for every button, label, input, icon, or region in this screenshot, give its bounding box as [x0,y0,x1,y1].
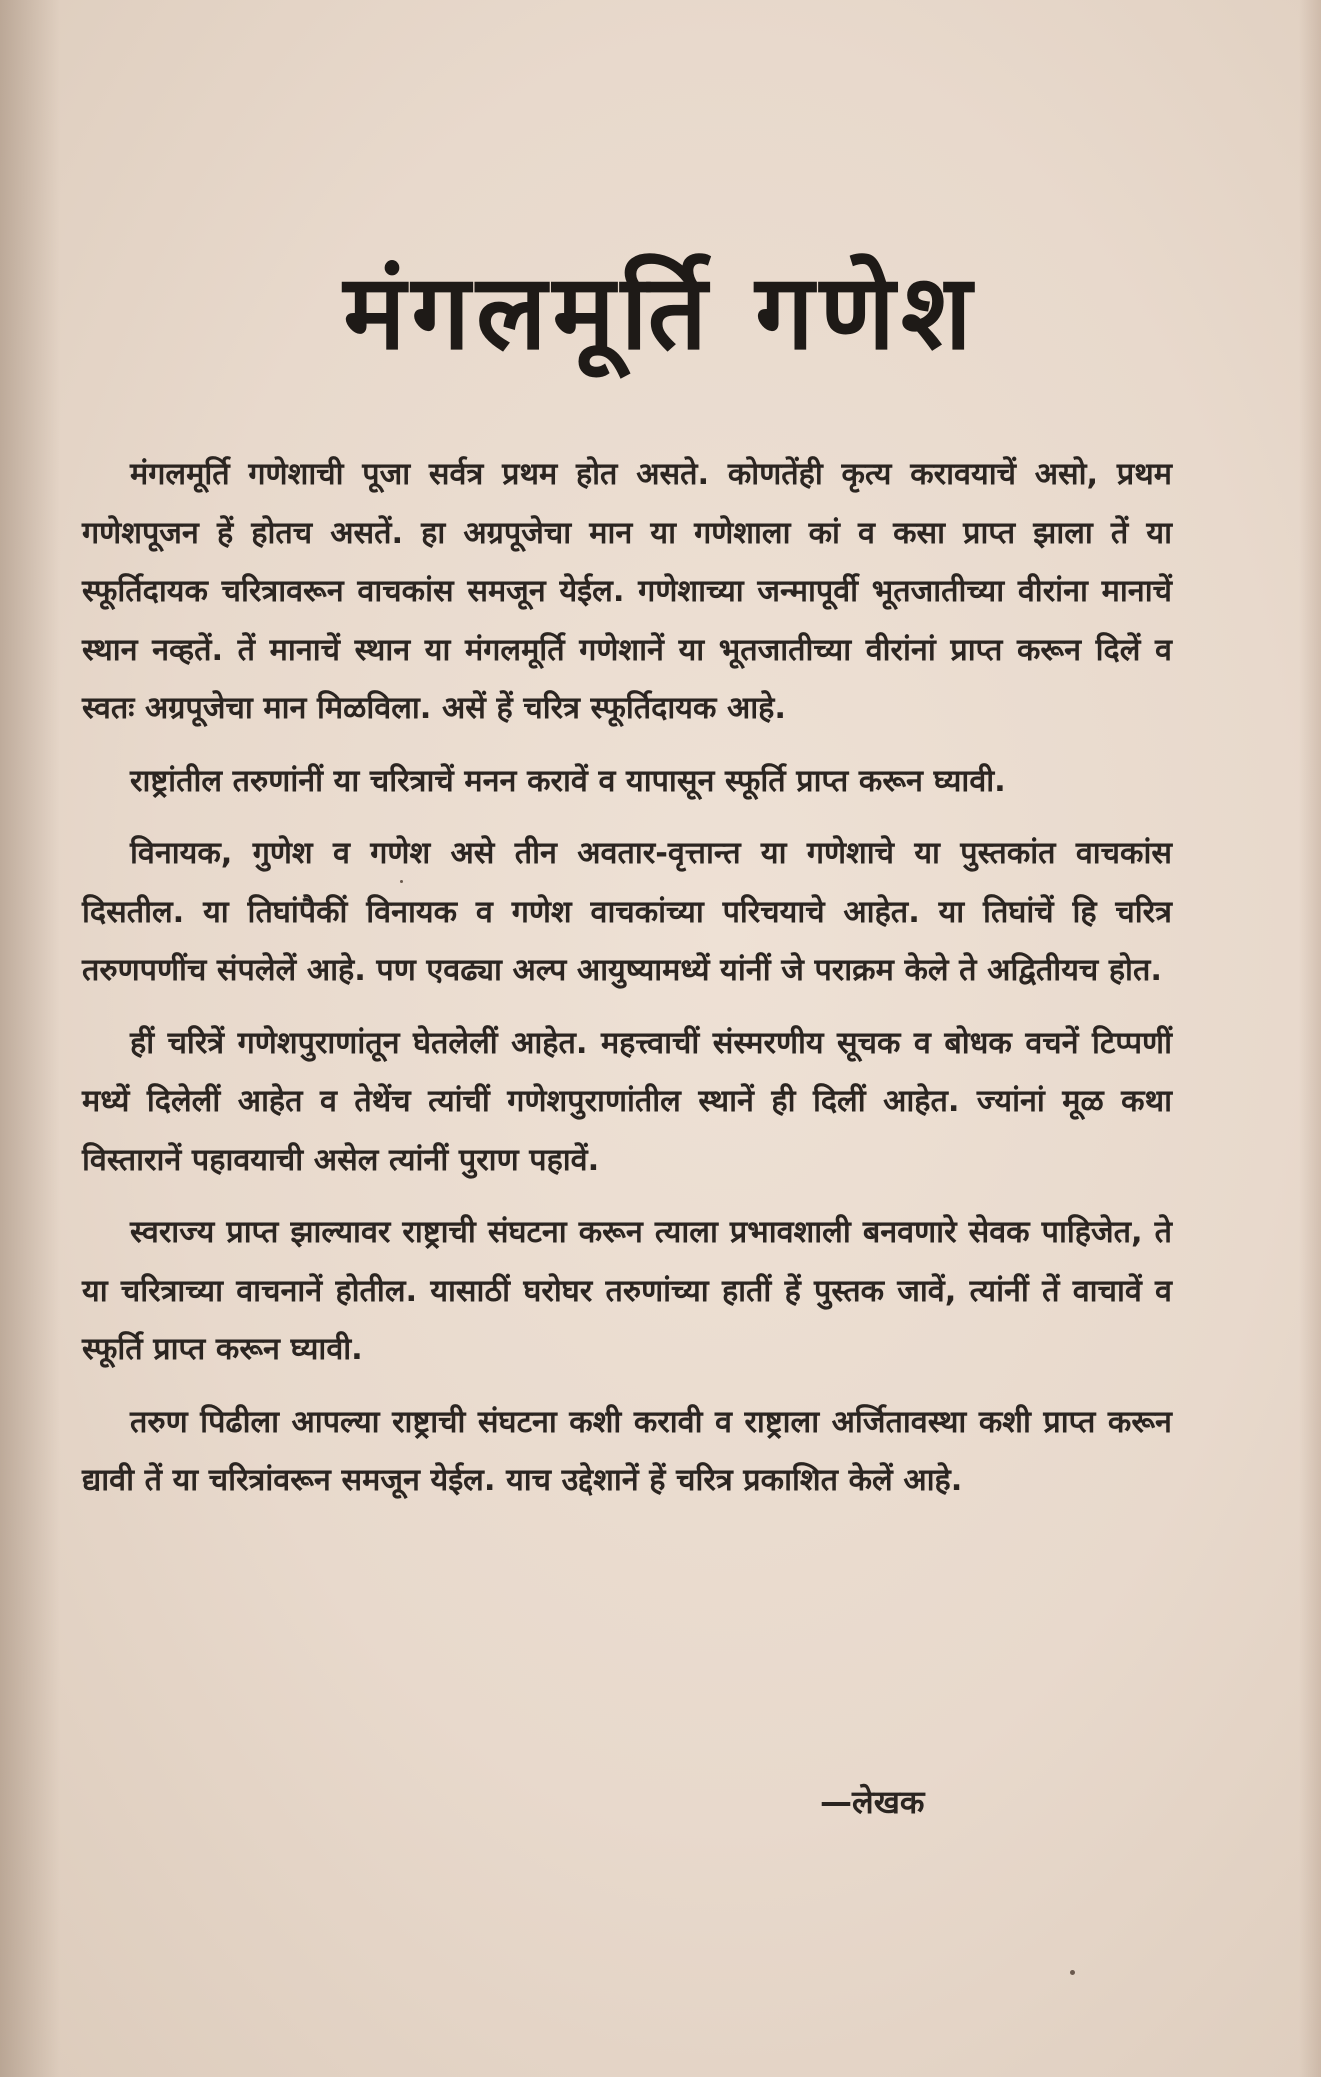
paper-speck [400,880,403,883]
paragraph-1: मंगलमूर्ति गणेशाची पूजा सर्वत्र प्रथम होत असते. कोणतेंही कृत्य करावयाचें असो, प्रथम गणेशपूजन हें होतच असतें. हा अग्रपूजेचा मान या गणेशाला कां व कसा प्राप्त झाला तें या स्फूर्तिदायक चरित्रावरून वाचकांस समजून येईल. गणेशाच्या जन्मापूर्वी भूतजातीच्या वीरांना मानाचें स्थान नव्हतें. तें मानाचें स्थान या मंगलमूर्ति गणेशानें या भूतजातीच्या वीरांनां प्राप्त करून दिलें व स्वतः अग्रपूजेचा मान मिळविला. असें हें चरित्र स्फूर्तिदायक आहे. [82,457,1172,726]
paragraph-6: तरुण पिढीला आपल्या राष्ट्राची संघटना कशी करावी व राष्ट्राला अर्जितावस्था कशी प्राप्त करून द्यावी तें या चरित्रांवरून समजून येईल. याच उद्देशानें हें चरित्र प्रकाशित केलें आहे. [82,1404,1172,1498]
paper-speck [1070,1970,1075,1975]
paragraph-3: विनायक, गुणेश व गणेश असे तीन अवतार-वृत्तान्त या गणेशाचे या पुस्तकांत वाचकांस दिसतील. या तिघांपैकीं विनायक व गणेश वाचकांच्या परिचयाचे आहेत. या तिघांचें हि चरित्र तरुणपणींच संपलेलें आहे. पण एवढ्या अल्प आयुष्यामध्यें यांनीं जे पराक्रम केले ते अद्वितीयच होत. [82,836,1172,988]
page-title: मंगलमूर्ति गणेश [343,251,978,373]
paragraph-5: स्वराज्य प्राप्त झाल्यावर राष्ट्राची संघटना करून त्याला प्रभावशाली बनवणारे सेवक पाहिजेत, ते या चरित्राच्या वाचनानें होतील. यासाठीं घरोघर तरुणांच्या हातीं हें पुस्तक जावें, त्यांनीं तें वाचावें व स्फूर्ति प्राप्त करून घ्यावी. [82,1215,1172,1367]
preface-body [82,446,1172,1525]
paragraph-4: हीं चरित्रें गणेशपुराणांतून घेतलेलीं आहेत. महत्त्वाचीं संस्मरणीय सूचक व बोधक वचनें टिप्पणीं मध्यें दिलेलीं आहेत व तेथेंच त्यांचीं गणेशपुराणांतील स्थानें ही दिलीं आहेत. ज्यांनां मूळ कथा विस्तारानें पहावयाची असेल त्यांनीं पुराण पहावें. [82,1025,1172,1178]
author-signature: —लेखक [820,1783,925,1821]
paragraph-2: राष्ट्रांतील तरुणांनीं या चरित्राचें मनन करावें व यापासून स्फूर्ति प्राप्त करून घ्यावी. [130,763,1006,799]
